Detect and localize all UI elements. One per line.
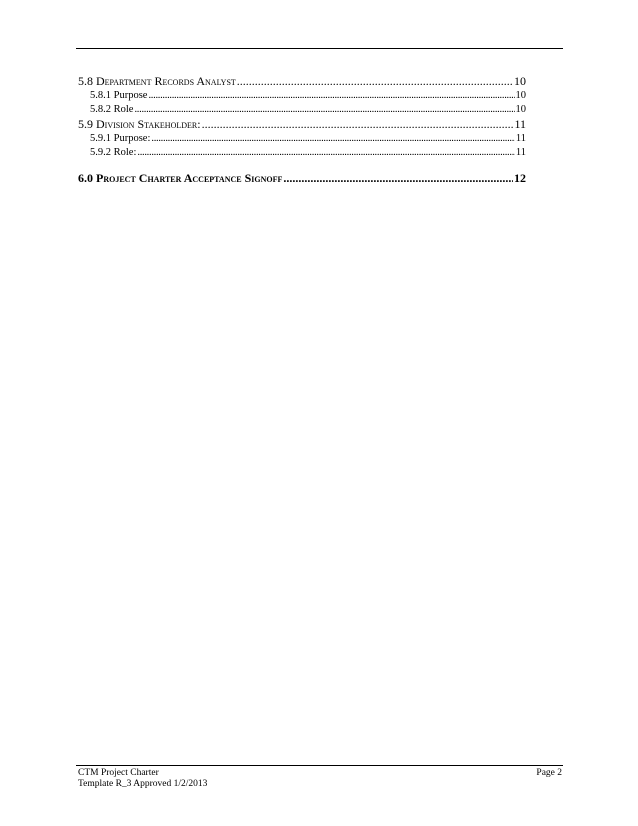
toc-entry-page: 10 [514,74,526,88]
toc-entry-page: 12 [514,171,526,185]
header-rule [76,48,563,49]
toc-entry-page: 11 [515,147,526,158]
toc-dot-leader [237,74,513,89]
toc-entry-page: 11 [515,133,526,144]
toc-entry-page: 10 [515,90,526,101]
toc-dot-leader [151,132,515,146]
toc-entry-label: 5.8.2 Role [90,104,134,115]
toc-entry-5-8-1-purpose[interactable] [78,89,526,103]
footer-rule [76,765,563,766]
toc-entry-label: 5.8.1 Purpose [90,90,148,101]
toc-entry-page: 10 [515,104,526,115]
toc-entry-page: 11 [514,117,526,131]
footer-document-info [78,768,207,790]
toc-entry-label: 5.9 Division Stakeholder: [78,117,201,131]
footer-template-info: Template R_3 Approved 1/2/2013 [78,779,208,789]
toc-dot-leader [137,146,515,160]
toc-entry-6-0-project-charter-acceptance-signoff[interactable] [78,171,526,186]
toc-entry-label: 5.9.1 Purpose: [90,133,151,144]
toc-entry-5-9-2-role[interactable] [78,146,526,160]
toc-dot-leader [134,103,514,117]
toc-entry-label: 6.0 Project Charter Acceptance Signoff [78,171,283,185]
toc-entry-5-8-department-records-analyst[interactable] [78,74,526,89]
toc-entry-5-9-1-purpose[interactable] [78,132,526,146]
footer-document-title: CTM Project Charter [78,768,159,778]
toc-dot-leader [283,171,513,186]
toc-entry-label: 5.9.2 Role: [90,147,137,158]
table-of-contents [78,74,526,186]
toc-entry-label: 5.8 Department Records Analyst [78,74,236,88]
toc-entry-5-8-2-role[interactable] [78,103,526,117]
footer-page-number: Page 2 [536,768,562,778]
toc-entry-5-9-division-stakeholder[interactable] [78,117,526,132]
toc-dot-leader [202,117,514,132]
toc-dot-leader [148,89,514,103]
